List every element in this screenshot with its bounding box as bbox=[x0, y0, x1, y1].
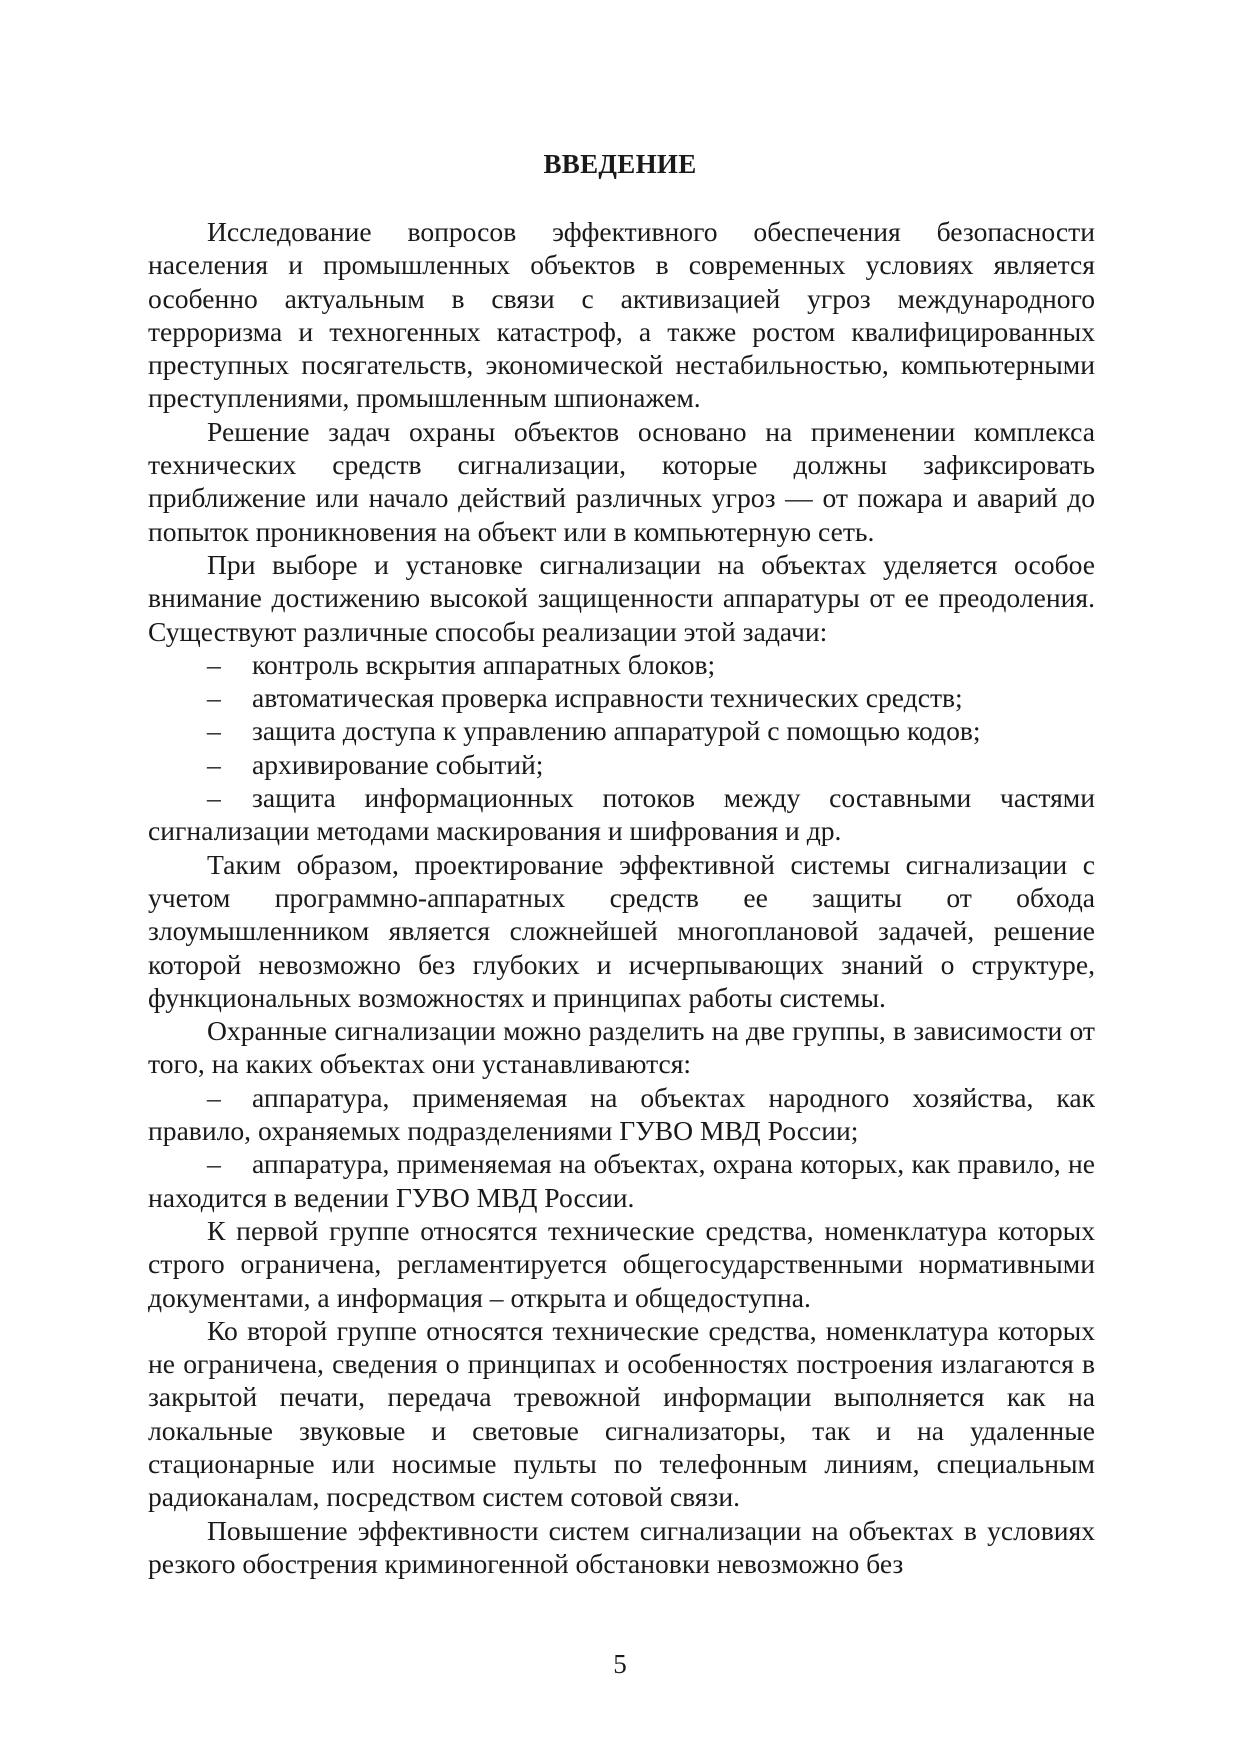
paragraph: Таким образом, проектирование эффективной системы сигнализации с учетом программно-аппаратных средств ее защиты от обхода злоумышленником является сложнейшей многоплановой задачей, решение которой невозможно без глубоких и исчерпывающих знаний о структуре, функциональных возможностях и принципах работы системы. bbox=[148, 848, 1095, 1013]
paragraph: При выборе и установке сигнализации на объектах уделяется особое внимание достижению высокой защищенности аппаратуры от ее преодоления. Существуют различные способы реализации этой задачи: bbox=[148, 548, 1095, 647]
list-item-text: аппаратура, применяемая на объектах народного хозяйства, как правило, охраняемых подразделениями ГУВО МВД России; bbox=[148, 1081, 1095, 1147]
dash-marker: – bbox=[207, 1148, 221, 1180]
dash-marker: – bbox=[207, 748, 221, 780]
list-item-text: аппаратура, применяемая на объектах, охрана которых, как правило, не находится в ведении ГУВО МВД России. bbox=[148, 1148, 1095, 1213]
dash-marker: – bbox=[207, 782, 221, 814]
paragraph: Охранные сигнализации можно разделить на две группы, в зависимости от того, на каких объектах они устанавливаются: bbox=[148, 1015, 1095, 1080]
list-item bbox=[148, 681, 1095, 714]
dash-marker: – bbox=[207, 1081, 221, 1113]
paragraph: К первой группе относятся технические средства, номенклатура которых строго ограничена, регламентируется общегосударственными нормативными документами, а информация – открыта и общедоступна. bbox=[148, 1214, 1095, 1313]
paragraph: Повышение эффективности систем сигнализации на объектах в условиях резкого обострения криминогенной обстановки невозможно без bbox=[148, 1514, 1095, 1579]
dash-marker: – bbox=[207, 648, 221, 680]
list-item-text: автоматическая проверка исправности технических средств; bbox=[252, 682, 963, 714]
dash-marker: – bbox=[207, 682, 221, 714]
dash-marker: – bbox=[207, 715, 221, 747]
list-item bbox=[148, 1081, 1095, 1148]
list-item-text: контроль вскрытия аппаратных блоков; bbox=[252, 648, 716, 680]
list-item bbox=[148, 714, 1095, 747]
list-item bbox=[148, 748, 1095, 781]
list-item-text: защита информационных потоков между составными частями сигнализации методами маскирования и шифрования и др. bbox=[148, 782, 1095, 847]
paragraph: Ко второй группе относятся технические средства, номенклатура которых не ограничена, сведения о принципах и особенностях построения излагаются в закрытой печати, передача тревожной информации выполняется как на локальные звуковые и световые сигнализаторы, так и на удаленные стационарные или носимые пульты по телефонным линиям, специальным радиоканалам, посредством систем сотовой связи. bbox=[148, 1314, 1095, 1513]
list-item-text: архивирование событий; bbox=[252, 748, 544, 780]
page-number: 5 bbox=[613, 1649, 627, 1679]
list-item-text: защита доступа к управлению аппаратурой с помощью кодов; bbox=[252, 715, 981, 747]
paragraph: Исследование вопросов эффективного обеспечения безопасности населения и промышленных объектов в современных условиях является особенно актуальным в связи с активизацией угроз международного терроризма и техногенных катастроф, а также ростом квалифицированных преступных посягательств, экономической нестабильностью, компьютерными преступлениями, промышленным шпионажем. bbox=[148, 216, 1095, 414]
page-title: ВВЕДЕНИЕ bbox=[543, 149, 697, 179]
list-item bbox=[148, 648, 1095, 681]
list-item bbox=[148, 1147, 1095, 1214]
list-item bbox=[148, 781, 1095, 848]
document-body bbox=[148, 215, 1095, 1580]
paragraph: Решение задач охраны объектов основано на применении комплекса технических средств сигнализации, которые должны зафиксировать приближение или начало действий различных угроз — от пожара и аварий до попыток проникновения на объект или в компьютерную сеть. bbox=[148, 415, 1095, 547]
